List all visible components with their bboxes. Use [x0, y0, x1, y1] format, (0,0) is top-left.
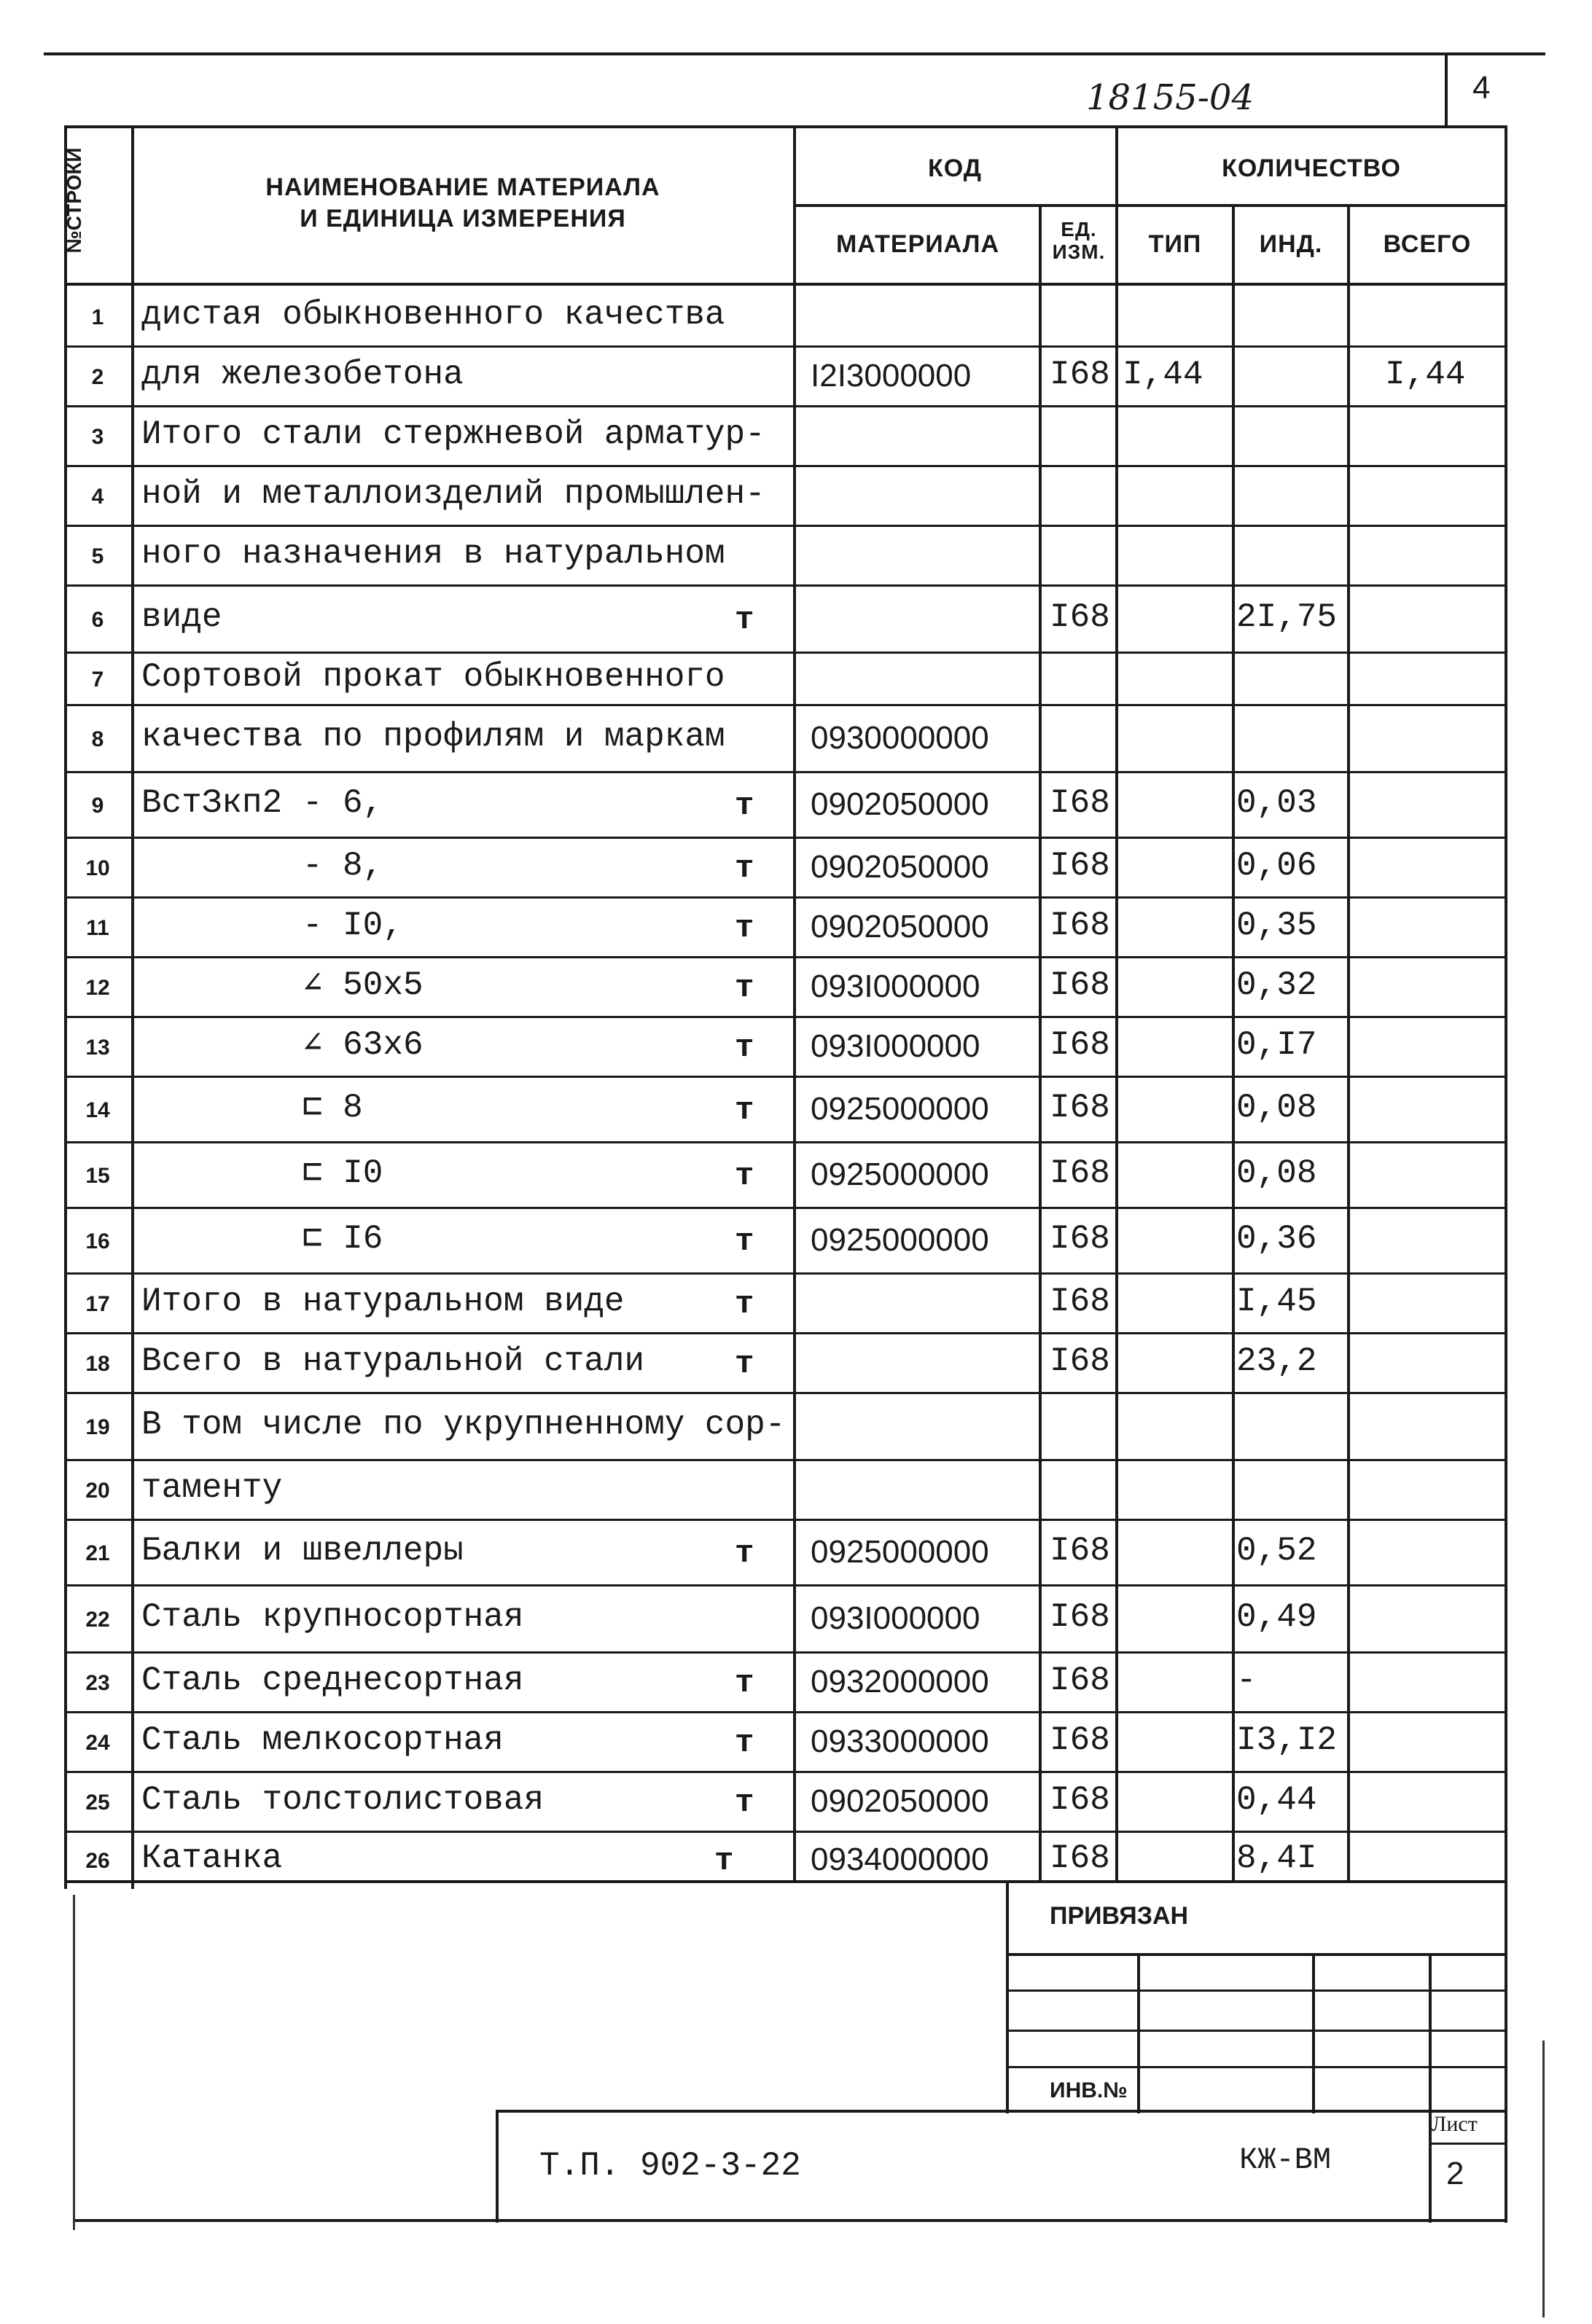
row-code: 0932000000 — [811, 1664, 989, 1699]
row-qty-ind: 0,I7 — [1236, 1026, 1317, 1064]
row-name: качества по профилям и маркам — [141, 718, 725, 756]
title-bottom-line — [73, 2219, 1507, 2222]
row-qty-type: I,44 — [1123, 356, 1203, 394]
table-left-border — [64, 125, 67, 1889]
stamp-inv-no: ИНВ.№ — [1050, 2078, 1128, 2102]
row-number: 6 — [91, 608, 104, 632]
row-code: 0925000000 — [811, 1157, 989, 1192]
sheet-label: Лист — [1432, 2112, 1478, 2136]
sheet-label-line — [1429, 2143, 1507, 2145]
row-qty-ind: I,45 — [1236, 1283, 1317, 1321]
row-unit: т — [735, 1725, 754, 1761]
row-unit: т — [735, 850, 754, 887]
row-name: дистая обыкновенного качества — [141, 296, 725, 334]
row-separator — [64, 405, 1507, 407]
row-separator — [64, 584, 1507, 587]
row-number: 12 — [85, 976, 110, 1000]
row-code: 0933000000 — [811, 1724, 989, 1759]
row-number: 13 — [85, 1036, 110, 1060]
row-number: 22 — [85, 1608, 110, 1632]
page-box-left — [1445, 52, 1448, 125]
col-sep-name — [793, 125, 796, 1882]
row-qty-ind: 23,2 — [1236, 1342, 1317, 1380]
document-number: 18155-04 — [1086, 77, 1254, 118]
stamp-right — [1505, 1880, 1507, 2223]
header-qty-type: ТИП — [1148, 230, 1202, 258]
row-name: Катанка — [141, 1839, 283, 1877]
top-border — [44, 52, 1545, 55]
row-name: Сталь толстолистовая — [141, 1781, 545, 1819]
margin-left-mark — [73, 1895, 75, 2230]
row-unit-code: I68 — [1050, 1026, 1110, 1064]
title-left — [496, 2110, 499, 2223]
row-unit: т — [735, 1346, 754, 1382]
row-number: 24 — [85, 1731, 110, 1755]
row-separator — [64, 465, 1507, 467]
row-qty-ind: 0,35 — [1236, 907, 1317, 944]
stamp-line-4 — [1006, 2066, 1507, 2068]
row-unit-code: I68 — [1050, 1662, 1110, 1699]
row-separator — [64, 345, 1507, 348]
row-separator — [64, 956, 1507, 958]
row-qty-ind: 0,08 — [1236, 1089, 1317, 1127]
row-name: ⊏ I0 — [141, 1154, 383, 1192]
row-unit-code: I68 — [1050, 1839, 1110, 1877]
row-code: 0902050000 — [811, 1783, 989, 1819]
row-qty-ind: 8,4I — [1236, 1839, 1317, 1877]
header-row-no: №СТРОКИ — [63, 147, 85, 254]
row-separator — [64, 652, 1507, 654]
row-name: Итого в натуральном виде — [141, 1283, 625, 1321]
row-name: ∠ 63х6 — [141, 1026, 424, 1064]
row-number: 5 — [91, 544, 104, 568]
col-sep-tip — [1232, 204, 1235, 1882]
row-number: 10 — [85, 856, 110, 880]
row-qty-ind: 0,06 — [1236, 847, 1317, 885]
row-name: для железобетона — [141, 356, 464, 394]
row-separator — [64, 525, 1507, 527]
row-code: 093I000000 — [811, 969, 980, 1004]
row-unit-code: I68 — [1050, 1598, 1110, 1636]
row-separator — [64, 1332, 1507, 1334]
stamp-left — [1006, 1880, 1009, 2113]
row-unit: т — [735, 1030, 754, 1066]
row-name: Итого стали стержневой арматур- — [141, 415, 765, 453]
row-number: 9 — [91, 794, 104, 818]
row-name: ной и металлоизделий промышлен- — [141, 475, 765, 513]
row-unit-code: I68 — [1050, 1781, 1110, 1819]
header-bottom-line — [64, 283, 1507, 286]
stamp-line-3 — [1006, 2030, 1507, 2032]
row-number: 8 — [91, 727, 104, 751]
row-code: 093I000000 — [811, 1600, 980, 1636]
row-name: таменту — [141, 1469, 283, 1507]
row-unit-code: I68 — [1050, 356, 1110, 394]
row-unit: т — [735, 1535, 754, 1572]
header-code-unit: ЕД. ИЗМ. — [1052, 218, 1106, 263]
row-qty-ind: 0,36 — [1236, 1220, 1317, 1258]
row-unit-code: I68 — [1050, 1532, 1110, 1570]
row-number: 1 — [91, 305, 104, 329]
stamp-line-1 — [1006, 1953, 1507, 1956]
row-separator — [64, 1016, 1507, 1018]
row-name: ⊏ 8 — [141, 1089, 363, 1127]
row-unit-code: I68 — [1050, 1089, 1110, 1127]
row-name: Сталь среднесортная — [141, 1662, 524, 1699]
row-name: Сортовой прокат обыкновенного — [141, 658, 725, 696]
header-code-material: МАТЕРИАЛА — [835, 230, 1000, 258]
row-name: ВстЗкп2 - 6, — [141, 784, 383, 822]
stamp-col-3 — [1429, 1953, 1432, 2223]
table-right-border — [1505, 125, 1507, 1882]
row-number: 26 — [85, 1849, 110, 1873]
row-code: 0925000000 — [811, 1222, 989, 1258]
row-code: 0925000000 — [811, 1534, 989, 1570]
row-number: 2 — [91, 365, 104, 389]
row-unit: т — [735, 602, 754, 638]
row-separator — [64, 1459, 1507, 1461]
header-qty-total: ВСЕГО — [1383, 230, 1472, 258]
row-qty-ind: 0,08 — [1236, 1154, 1317, 1192]
row-separator — [64, 1076, 1507, 1078]
row-number: 23 — [85, 1671, 110, 1695]
row-number: 15 — [85, 1164, 110, 1188]
row-number: 25 — [85, 1791, 110, 1815]
row-name: виде — [141, 598, 222, 636]
row-unit: т — [735, 1785, 754, 1821]
row-separator — [64, 1831, 1507, 1833]
row-number: 21 — [85, 1541, 110, 1565]
title-designation: Т.П. 902-3-22 — [539, 2147, 801, 2185]
header-code: КОД — [928, 154, 982, 182]
row-number: 7 — [91, 668, 104, 692]
header-qty-ind: ИНД. — [1259, 230, 1323, 258]
col-sep-ed — [1115, 125, 1118, 1882]
row-code: I2I3000000 — [811, 358, 972, 394]
row-code: 0902050000 — [811, 786, 989, 822]
row-name: Всего в натуральной стали — [141, 1342, 645, 1380]
row-unit: т — [735, 1665, 754, 1702]
row-name: - I0, — [141, 907, 403, 944]
page-number: 4 — [1472, 70, 1491, 106]
stamp-col-1 — [1137, 1953, 1140, 2113]
row-number: 18 — [85, 1352, 110, 1376]
sheet-number: 2 — [1446, 2156, 1464, 2191]
row-name: ⊏ I6 — [141, 1220, 383, 1258]
row-code: 093I000000 — [811, 1028, 980, 1064]
title-top-line — [496, 2110, 1507, 2113]
row-qty-ind: 0,03 — [1236, 784, 1317, 822]
row-unit-code: I68 — [1050, 1721, 1110, 1759]
row-name: В том числе по укрупненному сор- — [141, 1406, 786, 1444]
title-code: КЖ-ВМ — [1239, 2143, 1332, 2178]
row-number: 16 — [85, 1229, 110, 1253]
row-qty-ind: 2I,75 — [1236, 598, 1338, 636]
row-separator — [64, 1771, 1507, 1773]
row-code: 0902050000 — [811, 849, 989, 885]
row-separator — [64, 1584, 1507, 1586]
stamp-line-2 — [1006, 1990, 1507, 1992]
row-qty-ind: - — [1236, 1662, 1257, 1699]
row-number: 19 — [85, 1415, 110, 1439]
row-unit: т — [735, 1286, 754, 1323]
row-unit-code: I68 — [1050, 598, 1110, 636]
row-number: 4 — [91, 485, 104, 509]
row-separator — [64, 1272, 1507, 1275]
row-unit-code: I68 — [1050, 1342, 1110, 1380]
row-code: 0902050000 — [811, 909, 989, 944]
row-unit: т — [735, 1092, 754, 1129]
col-sep-code — [1039, 204, 1042, 1882]
row-unit-code: I68 — [1050, 1283, 1110, 1321]
row-unit-code: I68 — [1050, 907, 1110, 944]
col-sep-ind — [1347, 204, 1350, 1882]
row-number: 20 — [85, 1479, 110, 1503]
row-unit: т — [714, 1843, 734, 1879]
row-code: 0934000000 — [811, 1842, 989, 1877]
stamp-privyazan: ПРИВЯЗАН — [1050, 1902, 1189, 1930]
row-qty-ind: 0,44 — [1236, 1781, 1317, 1819]
row-unit: т — [735, 1224, 754, 1260]
row-unit: т — [735, 1158, 754, 1194]
row-qty-ind: 0,49 — [1236, 1598, 1317, 1636]
row-number: 11 — [86, 916, 109, 940]
row-separator — [64, 771, 1507, 773]
row-name: Сталь мелкосортная — [141, 1721, 504, 1759]
stamp-col-2 — [1312, 1953, 1315, 2113]
row-number: 14 — [85, 1098, 110, 1122]
row-number: 3 — [91, 425, 104, 449]
margin-right-mark — [1542, 2041, 1545, 2317]
header-quantity: КОЛИЧЕСТВО — [1222, 154, 1401, 182]
row-separator — [64, 704, 1507, 706]
row-unit: т — [735, 910, 754, 947]
row-name: - 8, — [141, 847, 383, 885]
row-unit-code: I68 — [1050, 847, 1110, 885]
row-code: 0930000000 — [811, 720, 989, 756]
row-unit-code: I68 — [1050, 966, 1110, 1004]
row-separator — [64, 1141, 1507, 1143]
header-mid-line — [793, 204, 1505, 207]
header-name: НАИМЕНОВАНИЕ МАТЕРИАЛА И ЕДИНИЦА ИЗМЕРЕНИЯ — [265, 173, 660, 232]
row-name: ∠ 50х5 — [141, 966, 424, 1004]
row-name: ного назначения в натуральном — [141, 535, 725, 573]
row-separator — [64, 1392, 1507, 1394]
row-separator — [64, 1207, 1507, 1209]
row-qty-ind: I3,I2 — [1236, 1721, 1338, 1759]
table-bottom-border — [64, 1880, 1507, 1883]
row-separator — [64, 837, 1507, 839]
row-separator — [64, 896, 1507, 899]
row-unit-code: I68 — [1050, 784, 1110, 822]
row-number: 17 — [85, 1292, 110, 1316]
row-name: Сталь крупносортная — [141, 1598, 524, 1636]
row-unit-code: I68 — [1050, 1154, 1110, 1192]
row-code: 0925000000 — [811, 1091, 989, 1127]
row-qty-ind: 0,52 — [1236, 1532, 1317, 1570]
row-separator — [64, 1651, 1507, 1654]
row-separator — [64, 1711, 1507, 1713]
row-separator — [64, 1519, 1507, 1521]
row-name: Балки и швеллеры — [141, 1532, 464, 1570]
row-unit: т — [735, 970, 754, 1006]
table-top-border — [64, 125, 1507, 128]
row-unit: т — [735, 788, 754, 824]
row-qty-ind: 0,32 — [1236, 966, 1317, 1004]
col-sep-rowno — [131, 125, 134, 1889]
row-qty-total: I,44 — [1385, 356, 1466, 394]
row-unit-code: I68 — [1050, 1220, 1110, 1258]
